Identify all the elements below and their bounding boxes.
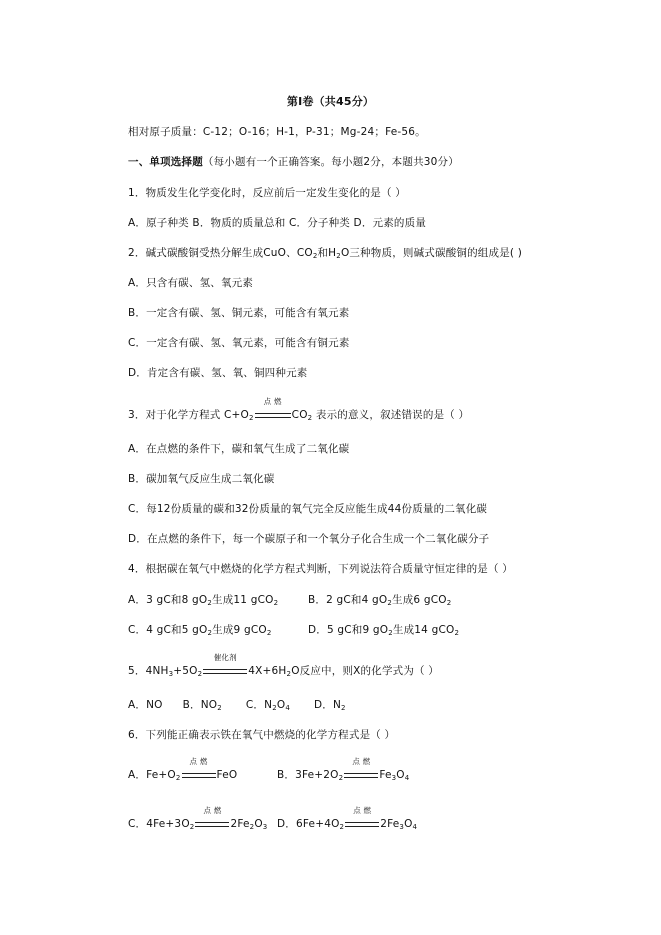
section-heading bbox=[128, 155, 459, 169]
q3-option-c: C．每12份质量的碳和32份质量的氧气完全反应能生成44份质量的二氧化碳 bbox=[128, 503, 488, 515]
q5-option-a: A．NO bbox=[128, 699, 163, 711]
q4-part: B．2 gC和4 gO bbox=[308, 594, 388, 606]
q5-option-d: D．N bbox=[313, 699, 342, 711]
subscript: 4 bbox=[404, 774, 410, 782]
q5-options bbox=[128, 698, 346, 712]
q6-part: C．4Fe+3O bbox=[128, 818, 190, 830]
q3-option-a: A．在点燃的条件下，碳和氧气生成了二氧化碳 bbox=[128, 443, 350, 455]
subscript: 2 bbox=[388, 629, 393, 637]
q3-stem-part: 3．对于化学方程式 C+O bbox=[128, 409, 250, 421]
q2-stem-part: O三种物质，则碱式碳酸铜的组成是( ) bbox=[340, 247, 523, 259]
q4-part: 生成6 gCO bbox=[392, 594, 447, 606]
q4-option-b bbox=[308, 593, 451, 607]
subscript: 3 bbox=[399, 823, 405, 831]
q2-stem-part: 2．碱式碳酸铜受热分解生成CuO、CO bbox=[128, 247, 313, 259]
subscript: 2 bbox=[336, 252, 341, 260]
reaction-arrow bbox=[255, 397, 291, 422]
subscript: 2 bbox=[175, 774, 181, 782]
subscript: 2 bbox=[286, 670, 292, 678]
q4-part: 生成14 gCO bbox=[392, 624, 455, 636]
q6-option-a bbox=[128, 757, 238, 782]
q5-part: 5．4NH bbox=[128, 665, 169, 677]
q6-part: Fe bbox=[379, 769, 392, 781]
subscript: 2 bbox=[266, 629, 272, 637]
q1-options: A．原子种类 B．物质的质量总和 C．分子种类 D．元素的质量 bbox=[128, 217, 427, 229]
q6-option-c bbox=[128, 806, 268, 831]
q6-part: D．6Fe+4O bbox=[277, 818, 340, 830]
q5-stem bbox=[128, 653, 439, 678]
q4-option-d bbox=[308, 623, 459, 637]
reaction-arrow bbox=[182, 757, 216, 782]
subscript: 2 bbox=[249, 823, 255, 831]
subscript: 2 bbox=[189, 823, 195, 831]
subscript: 2 bbox=[273, 599, 279, 607]
subscript: 4 bbox=[285, 704, 290, 712]
q6-part: 2Fe bbox=[380, 818, 400, 830]
section-title: 一、单项选择题 bbox=[128, 156, 203, 168]
subscript: 2 bbox=[312, 252, 318, 260]
reaction-condition: 点 燃 bbox=[203, 806, 222, 815]
subscript: 2 bbox=[387, 599, 393, 607]
subscript: 4 bbox=[412, 823, 418, 831]
subscript: 2 bbox=[446, 599, 452, 607]
reaction-arrow bbox=[195, 806, 229, 831]
q5-part: 4X+6H bbox=[248, 665, 287, 677]
reaction-condition: 点 燃 bbox=[352, 757, 371, 766]
subscript: 2 bbox=[338, 774, 344, 782]
q2-option-a: A．只含有碳、氢、氧元素 bbox=[128, 277, 254, 289]
subscript: 2 bbox=[272, 704, 277, 712]
q3-option-b: B．碳加氧气反应生成二氧化碳 bbox=[128, 473, 275, 485]
q6-part: O bbox=[404, 818, 413, 830]
reaction-condition: 催化剂 bbox=[213, 653, 237, 662]
q3-stem bbox=[128, 397, 470, 422]
paper-title: 第Ⅰ卷（共45分） bbox=[286, 95, 375, 108]
q2-stem bbox=[128, 246, 522, 260]
subscript: 2 bbox=[249, 414, 254, 422]
q3-product: CO bbox=[291, 409, 308, 421]
subscript: 3 bbox=[168, 670, 174, 678]
subscript: 3 bbox=[262, 823, 268, 831]
q4-part: 生成11 gCO bbox=[212, 594, 274, 606]
atomic-mass-line: 相对原子质量：C-12；O-16；H-1，P-31；Mg-24；Fe-56。 bbox=[128, 126, 426, 138]
reaction-arrow bbox=[345, 806, 379, 831]
q2-stem-part: 和H bbox=[317, 247, 337, 259]
q6-part: A．Fe+O bbox=[128, 769, 176, 781]
q6-part: 2Fe bbox=[230, 818, 250, 830]
subscript: 2 bbox=[217, 704, 222, 712]
q6-part: O bbox=[254, 818, 263, 830]
q4-part: A．3 gC和8 gO bbox=[128, 594, 208, 606]
subscript: 2 bbox=[307, 414, 313, 422]
q2-option-b: B．一定含有碳、氢、铜元素，可能含有氧元素 bbox=[128, 307, 350, 319]
q2-option-c: C．一定含有碳、氢、氧元素，可能含有铜元素 bbox=[128, 337, 350, 349]
q6-option-d bbox=[277, 806, 418, 831]
subscript: 2 bbox=[197, 670, 203, 678]
subscript: 2 bbox=[341, 704, 346, 712]
subscript: 2 bbox=[339, 823, 345, 831]
subscript: 2 bbox=[207, 629, 213, 637]
q4-part: 生成9 gCO bbox=[212, 624, 267, 636]
q5-option-b: B．NO bbox=[182, 699, 218, 711]
q4-option-a bbox=[128, 593, 278, 607]
q3-option-d: D．在点燃的条件下，每一个碳原子和一个氧分子化合生成一个二氧化碳分子 bbox=[128, 533, 490, 545]
q5-option-c: O bbox=[276, 699, 286, 711]
q6-stem: 6．下列能正确表示铁在氧气中燃烧的化学方程式是（ ） bbox=[128, 729, 396, 741]
reaction-arrow bbox=[203, 653, 247, 678]
q6-part: B．3Fe+2O bbox=[277, 769, 339, 781]
q5-option-c: C．N bbox=[245, 699, 273, 711]
q6-part: O bbox=[396, 769, 405, 781]
q3-stem-part: 表示的意义，叙述错误的是（ ） bbox=[315, 409, 470, 421]
q4-part: C．4 gC和5 gO bbox=[128, 624, 208, 636]
q5-part: +5O bbox=[173, 665, 198, 677]
q4-option-c bbox=[128, 623, 272, 637]
q6-option-b bbox=[277, 757, 410, 782]
reaction-condition: 点 燃 bbox=[353, 806, 372, 815]
reaction-condition: 点 燃 bbox=[263, 397, 282, 406]
q4-part: D．5 gC和9 gO bbox=[308, 624, 389, 636]
q4-stem: 4．根据碳在氧气中燃烧的化学方程式判断，下列说法符合质量守恒定律的是（ ） bbox=[128, 563, 513, 575]
reaction-condition: 点 燃 bbox=[189, 757, 208, 766]
q2-option-d: D．肯定含有碳、氢、氧、铜四种元素 bbox=[128, 367, 308, 379]
section-note: （每小题有一个正确答案。每小题2分，本题共30分） bbox=[202, 156, 459, 168]
subscript: 2 bbox=[454, 629, 460, 637]
subscript: 3 bbox=[391, 774, 397, 782]
subscript: 2 bbox=[207, 599, 213, 607]
q5-part: O反应中，则X的化学式为（ ） bbox=[291, 665, 439, 677]
q1-stem: 1．物质发生化学变化时，反应前后一定发生变化的是（ ） bbox=[128, 187, 406, 199]
q6-part: FeO bbox=[216, 769, 238, 781]
reaction-arrow bbox=[344, 757, 378, 782]
